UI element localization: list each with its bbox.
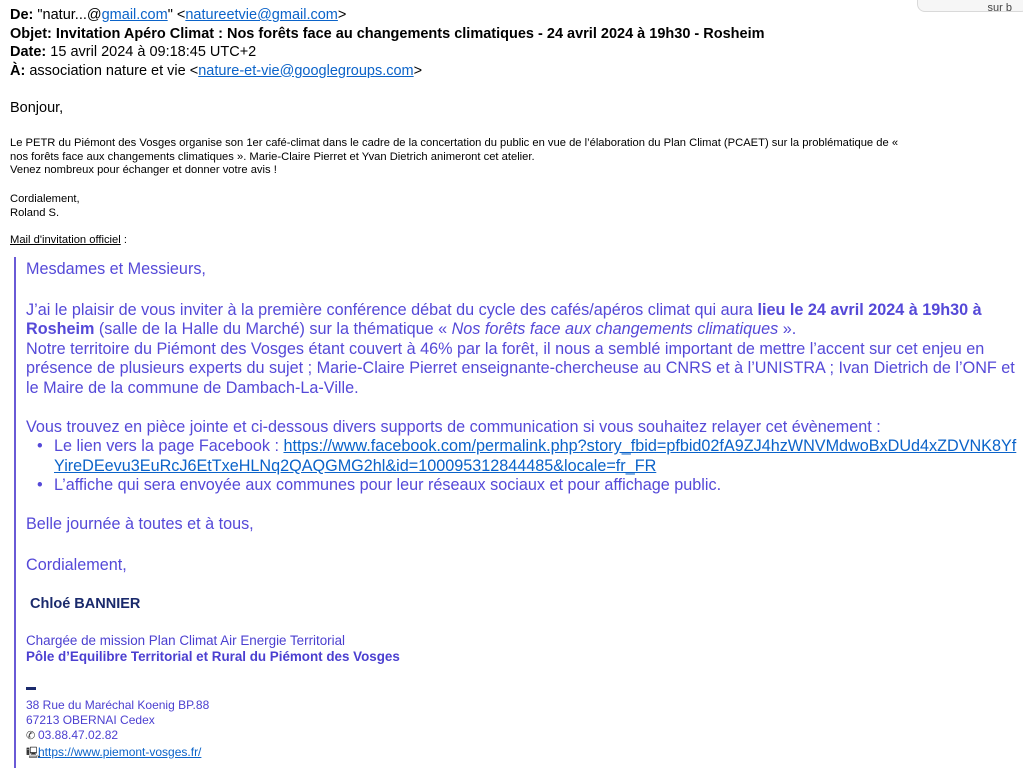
subject-text: Invitation Apéro Climat : Nos forêts face au changements climatiques - 24 avril 2024 à 19h30 - Rosheim: [55, 25, 765, 42]
official-mail-label: [10, 234, 1018, 248]
p1-italic: Nos forêts face aux changements climatiques: [451, 320, 779, 339]
intro-line-2: nos forêts face aux changements climatiques ». Marie-Claire Pierret et Yvan Dietrich animeront cet atelier.: [10, 150, 535, 163]
official-mail-suffix: :: [120, 234, 127, 246]
signature-title: Chargée de mission Plan Climat Air Energie Territorial: [26, 632, 346, 648]
list-item-facebook: [54, 437, 1019, 476]
from-label: De:: [10, 7, 34, 23]
date-row: [10, 43, 765, 62]
closing-2: Cordialement,: [26, 555, 127, 574]
signoff-name: Roland S.: [10, 206, 60, 219]
signature-org: [26, 649, 1019, 665]
subject-label: Objet:: [10, 25, 52, 42]
signature-address: [26, 698, 1019, 761]
greeting: Bonjour,: [10, 100, 64, 116]
address-line-2: 67213 OBERNAI Cedex: [26, 713, 155, 728]
intro-line-1: Le PETR du Piémont des Vosges organise son 1er café-climat dans le cadre de la concertation du public en vue de l’élaboration du Plan Climat (PCAET) sur la problématique de «: [10, 137, 899, 149]
p1-part-c: ».: [778, 320, 797, 339]
to-close: >: [413, 62, 423, 79]
from-close: >: [337, 7, 347, 23]
from-name-link[interactable]: gmail.com: [101, 7, 168, 23]
from-row: [10, 6, 765, 25]
signoff: [10, 193, 1018, 220]
phone-number: 03.88.47.02.82: [38, 728, 119, 743]
website-row: [26, 745, 1019, 761]
support-list: [26, 437, 1019, 496]
subject-row: [10, 25, 765, 44]
to-row: [10, 62, 765, 81]
to-label: À:: [10, 62, 26, 79]
from-name-post: " <: [167, 7, 186, 23]
quote-salutation: Mesdames et Messieurs,: [26, 260, 206, 278]
address-line-1: 38 Rue du Maréchal Koenig BP.88: [26, 697, 210, 712]
facebook-label: Le lien vers la page Facebook :: [54, 437, 284, 456]
date-label: Date:: [10, 44, 47, 60]
p1-part-b: (salle de la Halle du Marché) sur la thématique «: [94, 320, 452, 339]
signature-name: Chloé BANNIER: [30, 596, 141, 613]
quoted-invitation: [14, 257, 1019, 768]
corner-button[interactable]: sur b: [917, 0, 1023, 12]
from-name-pre: "natur...@: [37, 7, 102, 23]
from-email-link[interactable]: natureetvie@gmail.com: [185, 7, 338, 23]
computer-icon: 🖳: [26, 746, 41, 759]
intro-line-3: Venez nombreux pour échanger et donner votre avis !: [10, 164, 277, 177]
to-email-link[interactable]: nature-et-vie@googlegroups.com: [198, 62, 414, 79]
closing-1: Belle journée à toutes et à tous,: [26, 514, 254, 533]
quote-paragraph-2: Notre territoire du Piémont des Vosges étant couvert à 46% par la forêt, il nous a semblé important de mettre l’accent sur cet enjeu en présence de plusieurs experts du sujet ; Marie-Claire Pierret enseignante-chercheuse au CNRS et à l’UNISTRA ; Ivan Dietrich de l’ONF et le Maire de la commune de Dambach-La-Ville.: [26, 339, 1015, 397]
to-name: association nature et vie <: [29, 62, 199, 79]
phone-row: [26, 728, 1019, 744]
signature-org-text: Pôle d’Equilibre Territorial et Rural du Piémont des Vosges: [26, 648, 400, 664]
signoff-closing: Cordialement,: [10, 193, 80, 205]
date-text: 15 avril 2024 à 09:18:45 UTC+2: [50, 44, 257, 60]
facebook-link[interactable]: https://www.facebook.com/permalink.php?story_fbid=pfbid02fA9ZJ4hzWNVMdwoBxDUd4xZDVNK8YfYireDEevu3EuRcJ6EtTxeHLNq2QAQGMG2hl&id=100095312844485&locale=fr_FR: [54, 437, 1017, 475]
p1-bold: lieu le 24 avril 2024 à 19h30 à Rosheim: [26, 300, 982, 339]
official-mail-link[interactable]: Mail d'invitation officiel: [10, 234, 121, 246]
email-header: [10, 6, 765, 80]
intro-text: [10, 137, 1018, 178]
signature-divider: [26, 687, 36, 690]
quote-paragraph-1: [26, 301, 1019, 340]
quote-paragraph-3: Vous trouvez en pièce jointe et ci-dessous divers supports de communication si vous souhaitez relayer cet évènement :: [26, 417, 881, 436]
website-link[interactable]: https://www.piemont-vosges.fr/: [38, 744, 202, 759]
phone-icon: ✆: [26, 730, 36, 743]
list-item-poster: • L’affiche qui sera envoyée aux communes pour leur réseaux sociaux et pour affichage public.: [54, 476, 1019, 496]
p1-part-a: J’ai le plaisir de vous inviter à la première conférence débat du cycle des cafés/apéros climat qui aura: [26, 300, 758, 319]
